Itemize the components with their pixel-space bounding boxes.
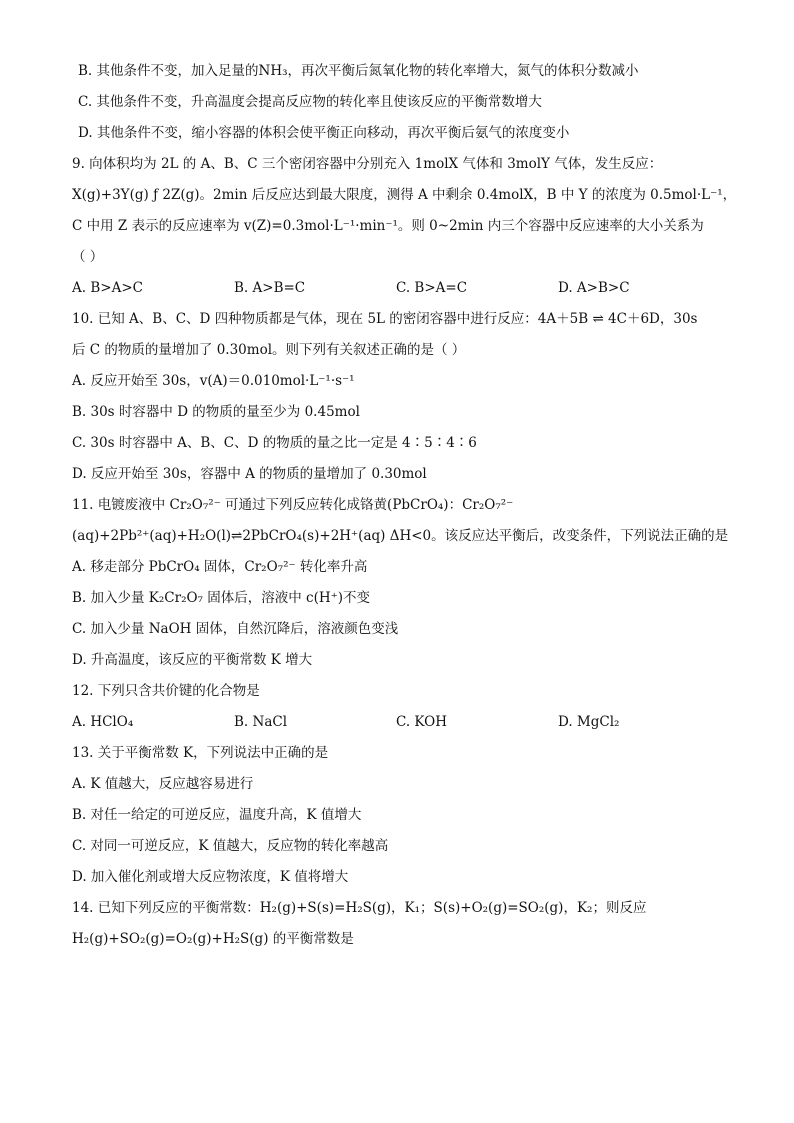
q9-stem-line2: X(g)+3Y(g) ƒ 2Z(g)。2min 后反应达到最大限度，测得 A 中剩余 0.4molX，B 中 Y 的浓度为 0.5mol·L⁻¹， (72, 187, 737, 203)
q12-option-b: B. NaCl (234, 714, 288, 730)
q10-option-c: C. 30s 时容器中 A、B、C、D 的物质的量之比一定是 4∶5∶4∶6 (72, 435, 477, 451)
q10-option-b: B. 30s 时容器中 D 的物质的量至少为 0.45mol (72, 404, 360, 420)
q14-stem-line1: 14. 已知下列反应的平衡常数：H₂(g)+S(s)=H₂S(g)，K₁；S(s)+O₂(g)=SO₂(g)，K₂；则反应 (72, 900, 647, 916)
q10-stem-line2: 后 C 的物质的量增加了 0.30mol。则下列有关叙述正确的是（ ） (72, 342, 466, 358)
q11-stem-line2: (aq)+2Pb²⁺(aq)+H₂O(l)⇌2PbCrO₄(s)+2H⁺(aq) ΔH<0。该反应达平衡后，改变条件，下列说法正确的是 (72, 528, 729, 544)
q8-option-b: B. 其他条件不变，加入足量的NH₃，再次平衡后氮氧化物的转化率增大，氮气的体积分数减小 (78, 63, 639, 79)
q13-option-d: D. 加入催化剂或增大反应物浓度，K 值将增大 (72, 869, 349, 885)
q13-option-c: C. 对同一可逆反应，K 值越大，反应物的转化率越高 (72, 838, 389, 854)
q11-option-a: A. 移走部分 PbCrO₄ 固体，Cr₂O₇²⁻ 转化率升高 (72, 559, 368, 575)
q13-option-b: B. 对任一给定的可逆反应，温度升高，K 值增大 (72, 807, 362, 823)
q10-option-a: A. 反应开始至 30s，v(A)＝0.010mol·L⁻¹·s⁻¹ (72, 373, 355, 389)
q12-stem: 12. 下列只含共价键的化合物是 (72, 683, 260, 699)
q14-stem-line2: H₂(g)+SO₂(g)=O₂(g)+H₂S(g) 的平衡常数是 (72, 931, 354, 947)
q13-option-a: A. K 值越大，反应越容易进行 (72, 776, 254, 792)
q8-option-c: C. 其他条件不变，升高温度会提高反应物的转化率且使该反应的平衡常数增大 (78, 94, 542, 110)
q12-option-c: C. KOH (396, 714, 447, 730)
q11-option-c: C. 加入少量 NaOH 固体，自然沉降后，溶液颜色变浅 (72, 621, 399, 637)
q9-options (72, 273, 722, 304)
q12-option-d: D. MgCl₂ (558, 714, 620, 730)
q12-option-a: A. HClO₄ (72, 714, 134, 730)
q9-blank: （ ） (72, 249, 104, 265)
q11-option-d: D. 升高温度，该反应的平衡常数 K 增大 (72, 652, 313, 668)
q10-option-d: D. 反应开始至 30s，容器中 A 的物质的量增加了 0.30mol (72, 466, 427, 482)
q9-option-b: B. A>B=C (234, 280, 306, 296)
q8-option-d: D. 其他条件不变，缩小容器的体积会使平衡正向移动，再次平衡后氨气的浓度变小 (78, 125, 570, 141)
q11-option-b: B. 加入少量 K₂Cr₂O₇ 固体后，溶液中 c(H⁺)不变 (72, 590, 371, 606)
q13-stem: 13. 关于平衡常数 K，下列说法中正确的是 (72, 745, 329, 761)
q12-options (72, 707, 722, 738)
q9-option-c: C. B>A=C (396, 280, 468, 296)
q9-option-d: D. A>B>C (558, 280, 630, 296)
q9-option-a: A. B>A>C (72, 280, 143, 296)
q10-stem-line1: 10. 已知 A、B、C、D 四种物质都是气体，现在 5L 的密闭容器中进行反应：4A＋5B ⇌ 4C＋6D，30s (72, 311, 698, 327)
document-page (72, 56, 737, 955)
q9-stem-line3: C 中用 Z 表示的反应速率为 v(Z)=0.3mol·L⁻¹·min⁻¹。则 0~2min 内三个容器中反应速率的大小关系为 (72, 218, 704, 234)
q9-stem-line1: 9. 向体积均为 2L 的 A、B、C 三个密闭容器中分别充入 1molX 气体和 3molY 气体，发生反应： (72, 156, 663, 172)
q11-stem-line1: 11. 电镀废液中 Cr₂O₇²⁻ 可通过下列反应转化成铬黄(PbCrO₄)：Cr₂O₇²⁻ (72, 497, 514, 513)
